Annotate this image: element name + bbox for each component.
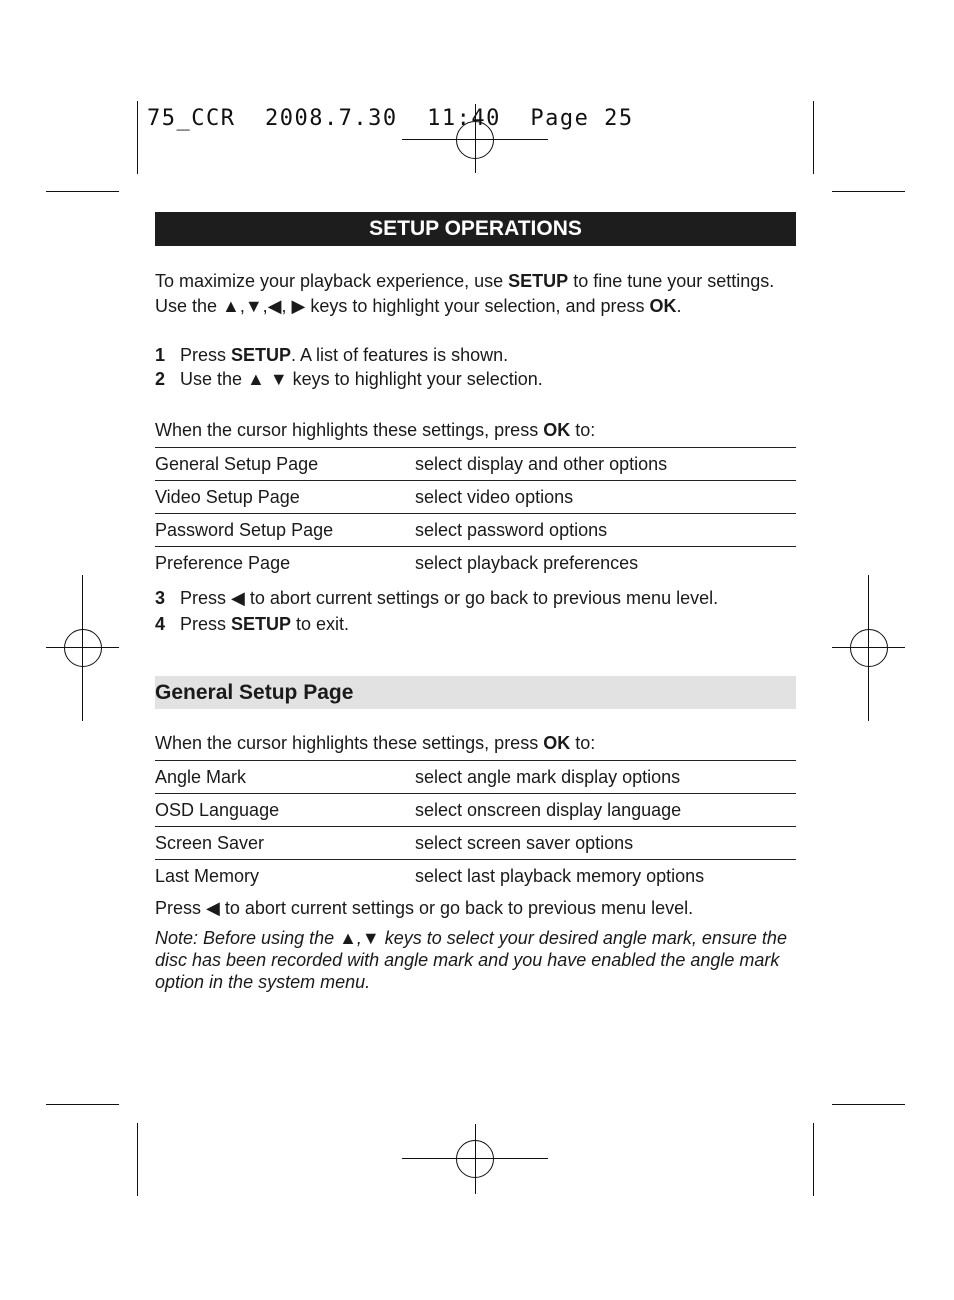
table-row: General Setup Page select display and other options — [155, 447, 796, 479]
step-2: 2 Use the ▲ ▼ keys to highlight your selection. — [155, 369, 543, 389]
section-heading: General Setup Page — [155, 676, 796, 709]
cursor-intro: When the cursor highlights these settings, press OK to: — [155, 420, 596, 440]
note-paragraph: Note: Before using the ▲,▼ keys to select your desired angle mark, ensure the disc has been recorded with angle mark and you have enabled the angle mark option in the system menu. — [155, 928, 787, 992]
table-row: OSD Language select onscreen display language — [155, 793, 796, 825]
intro-paragraph: To maximize your playback experience, use SETUP to fine tune your settings. Use the ▲,▼,◀, ▶ keys to highlight your selection, and press OK. — [155, 271, 775, 316]
step-4: 4 Press SETUP to exit. — [155, 614, 350, 634]
step-1: 1 Press SETUP. A list of features is shown. — [155, 345, 509, 365]
cursor-intro-2: When the cursor highlights these settings, press OK to: — [155, 733, 596, 753]
table-row: Screen Saver select screen saver options — [155, 826, 796, 858]
table-row: Preference Page select playback preferences — [155, 546, 796, 578]
table-row: Last Memory select last playback memory options — [155, 859, 796, 891]
step-3: 3 Press ◀ to abort current settings or go back to previous menu level. — [155, 588, 719, 608]
settings-table-main — [155, 447, 796, 578]
settings-table-general — [155, 760, 796, 891]
table-row: Angle Mark select angle mark display options — [155, 760, 796, 792]
abort-instruction: Press ◀ to abort current settings or go back to previous menu level. — [155, 898, 694, 918]
print-slug: 75_CCR 2008.7.30 11:40 Page 25 — [147, 106, 634, 131]
page-title: SETUP OPERATIONS — [155, 212, 796, 246]
table-row: Password Setup Page select password options — [155, 513, 796, 545]
table-row: Video Setup Page select video options — [155, 480, 796, 512]
